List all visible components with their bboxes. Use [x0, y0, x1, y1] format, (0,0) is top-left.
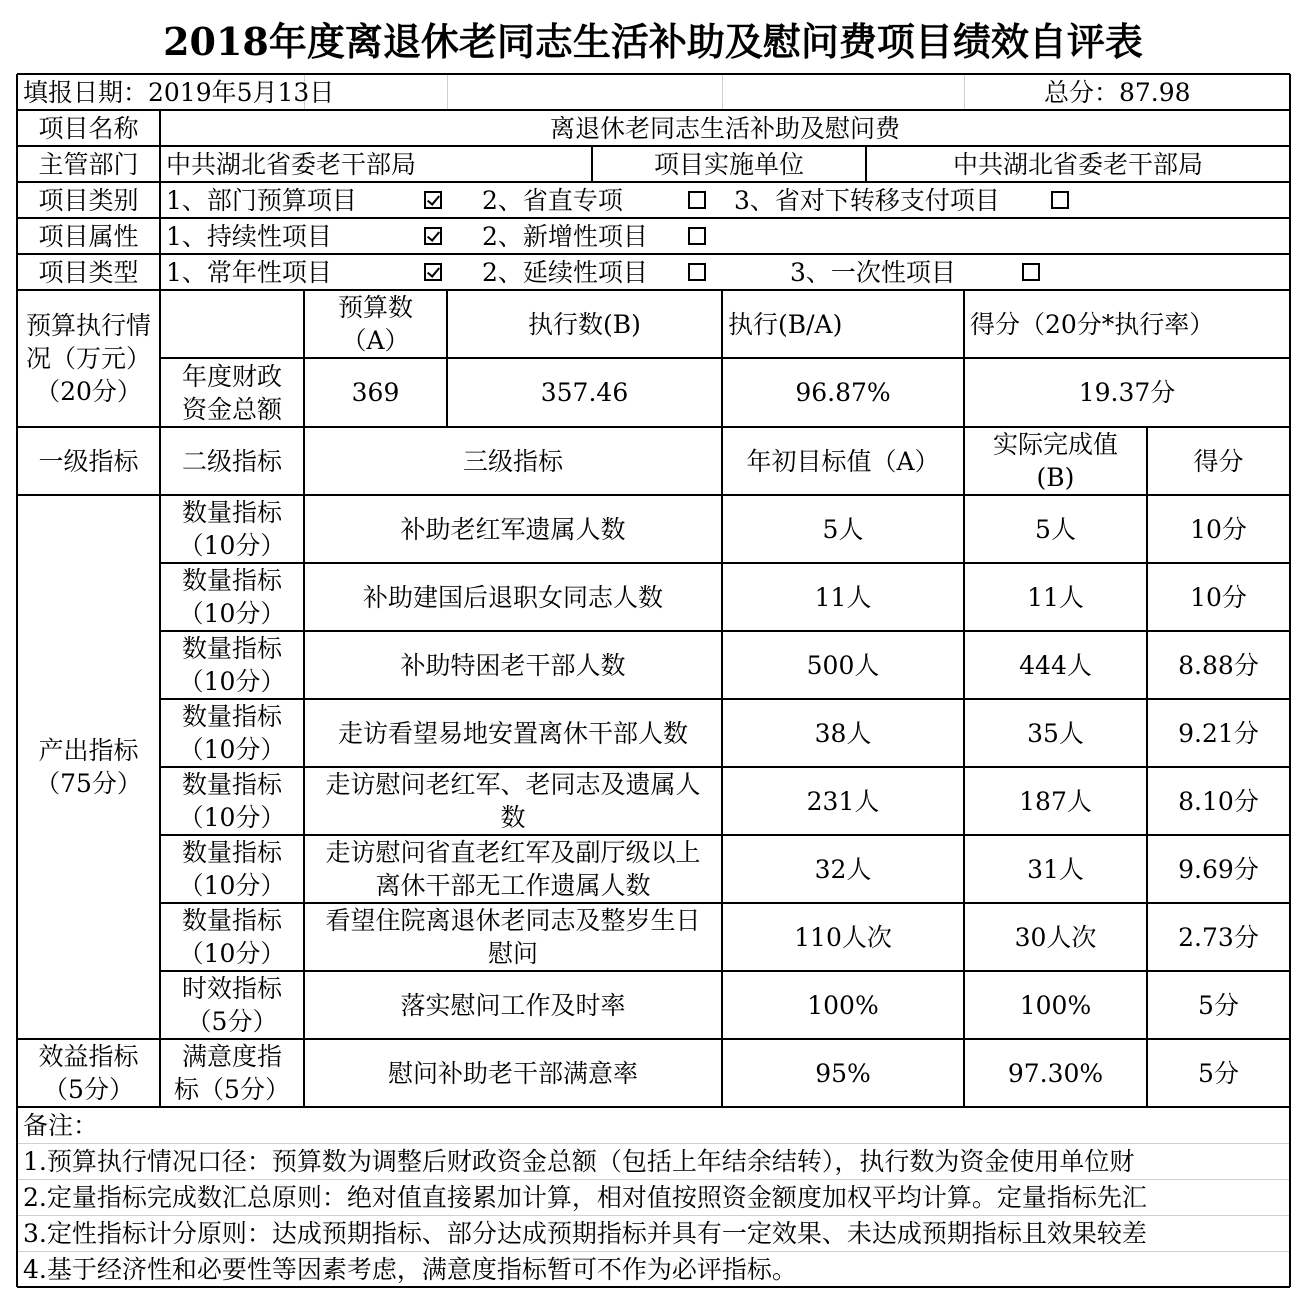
unchecked-checkbox-icon[interactable]	[1022, 263, 1040, 281]
attribute-option-text: 2、新增性项目	[482, 221, 648, 251]
grid-line	[17, 253, 1290, 255]
budget-rate: 96.87%	[795, 378, 891, 407]
score-cell: 5分	[1198, 990, 1239, 1020]
grid-line	[160, 902, 1290, 904]
grid-line	[17, 1251, 1290, 1252]
attribute-option-text: 1、持续性项目	[166, 221, 332, 251]
grid-line	[160, 698, 1290, 700]
checked-checkbox-icon[interactable]	[424, 191, 442, 209]
level1-header: 一级指标	[38, 446, 139, 476]
budget-head-rate: 执行(B/A)	[728, 309, 843, 339]
category-option-3	[728, 182, 1075, 218]
grid-line	[17, 1038, 1290, 1040]
grid-line	[963, 290, 965, 1107]
target-cell: 38人	[814, 718, 872, 748]
level3-cell: 补助建国后退职女同志人数	[362, 582, 663, 612]
type-option-2	[476, 254, 712, 290]
grid-line	[17, 426, 1290, 428]
impl-value: 中共湖北省委老干部局	[952, 149, 1203, 179]
budget-head-b: 执行数(B)	[528, 309, 641, 339]
level3-cell: 看望住院离退休老同志及整岁生日慰问	[325, 906, 701, 968]
grid-line	[17, 217, 1290, 219]
sheet-title: 2018年度离退休老同志生活补助及慰问费项目绩效自评表	[163, 19, 1143, 64]
budget-a: 369	[351, 378, 400, 407]
actual-cell: 100%	[1019, 990, 1092, 1020]
note-line: 1.预算执行情况口径：预算数为调整后财政资金总额（包括上年结余结转），执行数为资金使用单位财	[23, 1146, 1135, 1176]
grid-line	[591, 146, 593, 182]
grid-line	[160, 834, 1290, 836]
type-label: 项目类型	[38, 257, 139, 287]
grid-line	[17, 145, 1290, 147]
grid-line	[865, 146, 867, 182]
score-cell: 8.10分	[1178, 786, 1259, 816]
grid-line	[721, 290, 723, 1107]
level2-cell: 数量指标（10分）	[178, 634, 286, 696]
unchecked-checkbox-icon[interactable]	[688, 227, 706, 245]
grid-line	[17, 1286, 1290, 1288]
checked-checkbox-icon[interactable]	[424, 263, 442, 281]
actual-cell: 187人	[1019, 786, 1092, 816]
score-cell: 5分	[1198, 1058, 1239, 1088]
unchecked-checkbox-icon[interactable]	[1051, 191, 1069, 209]
type-option-3	[784, 254, 1046, 290]
score-cell: 9.69分	[1178, 854, 1259, 884]
score-cell: 10分	[1190, 514, 1247, 544]
budget-row-label: 年度财政资金总额	[181, 361, 282, 424]
level3-cell: 走访看望易地安置离休干部人数	[337, 718, 688, 748]
checked-checkbox-icon[interactable]	[424, 227, 442, 245]
attribute-option-2	[476, 218, 712, 254]
unchecked-checkbox-icon[interactable]	[688, 191, 706, 209]
category-option-1	[160, 182, 448, 218]
level3-cell: 走访慰问老红军、老同志及遗属人数	[325, 770, 701, 832]
target-cell: 500人	[806, 650, 880, 680]
level3-cell: 慰问补助老干部满意率	[387, 1058, 638, 1088]
level2-cell: 数量指标（10分）	[178, 770, 286, 832]
level2-cell: 时效指标（5分）	[181, 974, 282, 1036]
actual-cell: 444人	[1019, 650, 1092, 680]
output-group-label: 产出指标（75分）	[35, 736, 142, 798]
level3-header: 三级指标	[462, 446, 563, 476]
level2-cell: 数量指标（10分）	[178, 838, 286, 900]
grid-line	[160, 766, 1290, 768]
actual-header: 实际完成值(B)	[992, 430, 1118, 492]
note-line: 4.基于经济性和必要性等因素考虑，满意度指标暂可不作为必评指标。	[23, 1254, 797, 1284]
fill-date: 填报日期：2019年5月13日	[23, 77, 335, 107]
level2-cell: 数量指标（10分）	[178, 566, 286, 628]
grid-line	[964, 74, 965, 110]
type-option-text: 1、常年性项目	[166, 257, 332, 287]
grid-line	[303, 290, 305, 1107]
notes-heading: 备注：	[23, 1110, 99, 1140]
grid-line	[17, 1143, 1290, 1144]
level2-header: 二级指标	[181, 446, 282, 476]
target-cell: 95%	[815, 1058, 871, 1088]
actual-cell: 31人	[1027, 854, 1084, 884]
grid-line	[1146, 427, 1148, 1107]
note-line: 3.定性指标计分原则：达成预期指标、部分达成预期指标并具有一定效果、未达成预期指标且效果较差	[23, 1218, 1147, 1248]
level3-cell: 补助老红军遗属人数	[400, 514, 626, 544]
target-cell: 110人次	[794, 922, 892, 952]
category-option-text: 2、省直专项	[482, 185, 623, 215]
dept-label: 主管部门	[38, 149, 139, 179]
level2-cell: 数量指标（10分）	[178, 906, 286, 968]
category-option-text: 1、部门预算项目	[166, 185, 357, 215]
grid-line	[17, 73, 1290, 75]
grid-line	[160, 562, 1290, 564]
score-cell: 9.21分	[1178, 718, 1259, 748]
target-cell: 231人	[806, 786, 880, 816]
grid-line	[17, 109, 1290, 111]
actual-cell: 5人	[1035, 514, 1076, 544]
actual-cell: 97.30%	[1007, 1058, 1104, 1088]
grid-line	[446, 290, 448, 427]
type-option-text: 2、延续性项目	[482, 257, 648, 287]
actual-cell: 35人	[1027, 718, 1084, 748]
level3-cell: 落实慰问工作及时率	[400, 990, 626, 1020]
category-option-2	[476, 182, 712, 218]
type-option-1	[160, 254, 448, 290]
category-label: 项目类别	[38, 185, 139, 215]
score-header: 得分	[1193, 446, 1244, 476]
benefit-group-label: 效益指标（5分）	[38, 1042, 139, 1104]
grid-line	[160, 630, 1290, 632]
impl-label: 项目实施单位	[653, 149, 804, 179]
total-score: 总分：87.98	[1044, 77, 1191, 107]
attribute-option-1	[160, 218, 448, 254]
level3-cell: 补助特困老干部人数	[400, 650, 626, 680]
target-header: 年初目标值（A）	[746, 446, 940, 476]
score-cell: 2.73分	[1178, 922, 1259, 952]
budget-head-score: 得分（20分*执行率）	[970, 309, 1215, 339]
note-line: 2.定量指标完成数汇总原则：绝对值直接累加计算，相对值按照资金额度加权平均计算。定量指标先汇	[23, 1182, 1147, 1212]
grid-line	[17, 494, 1290, 496]
budget-score: 19.37分	[1078, 378, 1176, 407]
score-cell: 8.88分	[1178, 650, 1259, 680]
grid-line	[16, 74, 18, 1287]
grid-line	[17, 1106, 1290, 1108]
attribute-label: 项目属性	[38, 221, 139, 251]
level2-cell: 数量指标（10分）	[178, 498, 286, 560]
grid-line	[17, 181, 1290, 183]
level2-cell: 满意度指标（5分）	[174, 1042, 290, 1104]
actual-cell: 30人次	[1014, 922, 1097, 952]
type-option-text: 3、一次性项目	[790, 257, 956, 287]
score-cell: 10分	[1190, 582, 1247, 612]
budget-label: 预算执行情况（万元）（20分）	[25, 311, 151, 406]
dept-value: 中共湖北省委老干部局	[166, 149, 417, 179]
grid-line	[17, 289, 1290, 291]
target-cell: 100%	[807, 990, 879, 1020]
level3-cell: 走访慰问省直老红军及副厅级以上离休干部无工作遗属人数	[325, 838, 701, 900]
target-cell: 32人	[814, 854, 872, 884]
grid-line	[17, 1215, 1290, 1216]
grid-line	[17, 1179, 1290, 1180]
unchecked-checkbox-icon[interactable]	[688, 263, 706, 281]
target-cell: 11人	[814, 582, 872, 612]
grid-line	[159, 110, 161, 1107]
grid-line	[160, 970, 1290, 972]
level2-cell: 数量指标（10分）	[178, 702, 286, 764]
category-option-text: 3、省对下转移支付项目	[734, 185, 1000, 215]
grid-line	[1289, 74, 1291, 1287]
project-name-label: 项目名称	[38, 113, 139, 143]
project-name-value: 离退休老同志生活补助及慰问费	[549, 113, 900, 143]
target-cell: 5人	[822, 514, 864, 544]
grid-line	[722, 74, 723, 110]
budget-head-a: 预算数（A）	[337, 293, 413, 355]
actual-cell: 11人	[1027, 582, 1084, 612]
budget-b: 357.46	[540, 378, 629, 407]
grid-line	[160, 357, 1290, 359]
